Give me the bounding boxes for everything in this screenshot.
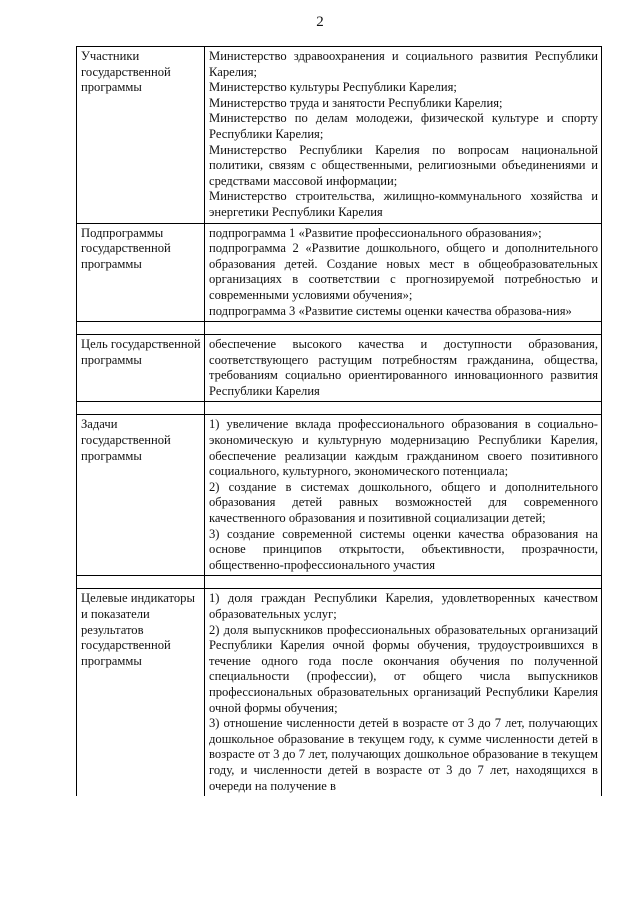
row-label [77, 335, 205, 402]
subprogram-line: подпрограмма 3 «Развитие системы оценки качества образова-ния» [209, 303, 572, 318]
program-passport-table [76, 46, 602, 796]
row-value [205, 415, 602, 576]
row-label [77, 47, 205, 224]
goal-text: обеспечение высокого качества и доступности образования, соответствующего растущим потребностям гражданина, общества, требованиям социально ориентированного инновационного развития Республики Карелия [209, 337, 598, 398]
indicators-clip [209, 591, 598, 794]
label-participants: Участники государственной программы [81, 49, 171, 95]
task-line: 1) увеличение вклада профессионального образования в социально-экономическую и культурную модернизацию Республики Карелия, обеспечение реализации каждым гражданином своего позитивного социального, культурного, экономического потенциала; [209, 417, 598, 479]
indicator-line: 2) доля выпускников профессиональных образовательных организаций Республики Карелия очной формы обучения, трудоустроившихся в течение одного года после окончания обучения по полученной специальности (профессии), от общего числа выпускников профессиональных образовательных организаций Республики Карелия очной формы обучения; [209, 622, 598, 715]
subprogram-line: подпрограмма 2 «Развитие дошкольного, общего и дополнительного образования детей. Создание новых мест в общеобразовательных организациях в соответствии с прогнозируемой потребностью и современными условиями обучения»; [209, 241, 598, 302]
participant-line: Министерство здравоохранения и социального развития Республики Карелия; [209, 49, 598, 79]
row-label [77, 223, 205, 322]
table-spacer-row [77, 322, 602, 335]
table-spacer-row [77, 402, 602, 415]
label-tasks: Задачи государственной программы [81, 417, 171, 463]
table-spacer-row [77, 576, 602, 589]
label-subprograms: Подпрограммы государственной программы [81, 225, 171, 271]
subprogram-line: подпрограмма 1 «Развитие профессионального образования»; [209, 225, 542, 240]
table-row [77, 415, 602, 576]
table-row [77, 335, 602, 402]
row-value [205, 223, 602, 322]
participant-line: Министерство Республики Карелия по вопросам национальной политики, связям с общественными, религиозными объединениями и средствами массовой информации; [209, 142, 598, 188]
participant-line: Министерство труда и занятости Республики Карелия; [209, 95, 503, 110]
row-label [77, 589, 205, 796]
indicator-line: 3) отношение численности детей в возрасте от 3 до 7 лет, получающих дошкольное образование в текущем году, к сумме численности детей в возрасте от 3 до 7 лет, получающих дошкольное образование в текущем году, и численности детей в возрасте от 3 до 7 лет, находящихся в очереди на получение в [209, 716, 598, 793]
task-line: 3) создание современной системы оценки качества образования на основе принципов открытости, объективности, прозрачности, общественно-профессионального участия [209, 526, 598, 572]
label-indicators: Целевые индикаторы и показатели результатов государственной программы [81, 591, 195, 668]
table-row [77, 47, 602, 224]
table-row [77, 589, 602, 796]
participant-line: Министерство культуры Республики Карелия; [209, 80, 457, 95]
indicator-line: 1) доля граждан Республики Карелия, удовлетворенных качеством образовательных услуг; [209, 591, 598, 621]
row-value [205, 47, 602, 224]
row-value [205, 589, 602, 796]
task-line: 2) создание в системах дошкольного, общего и дополнительного образования детей равных возможностей для современного качественного образования и позитивной социализации детей; [209, 479, 598, 526]
participant-line: Министерство по делам молодежи, физической культуре и спорту Республики Карелия; [209, 111, 598, 141]
row-label [77, 415, 205, 576]
page-number: 2 [316, 14, 324, 30]
row-value [205, 335, 602, 402]
label-goal: Цель государственной программы [81, 337, 201, 367]
table-row [77, 223, 602, 322]
participant-line: Министерство строительства, жилищно-коммунального хозяйства и энергетики Республики Карелия [209, 189, 598, 219]
